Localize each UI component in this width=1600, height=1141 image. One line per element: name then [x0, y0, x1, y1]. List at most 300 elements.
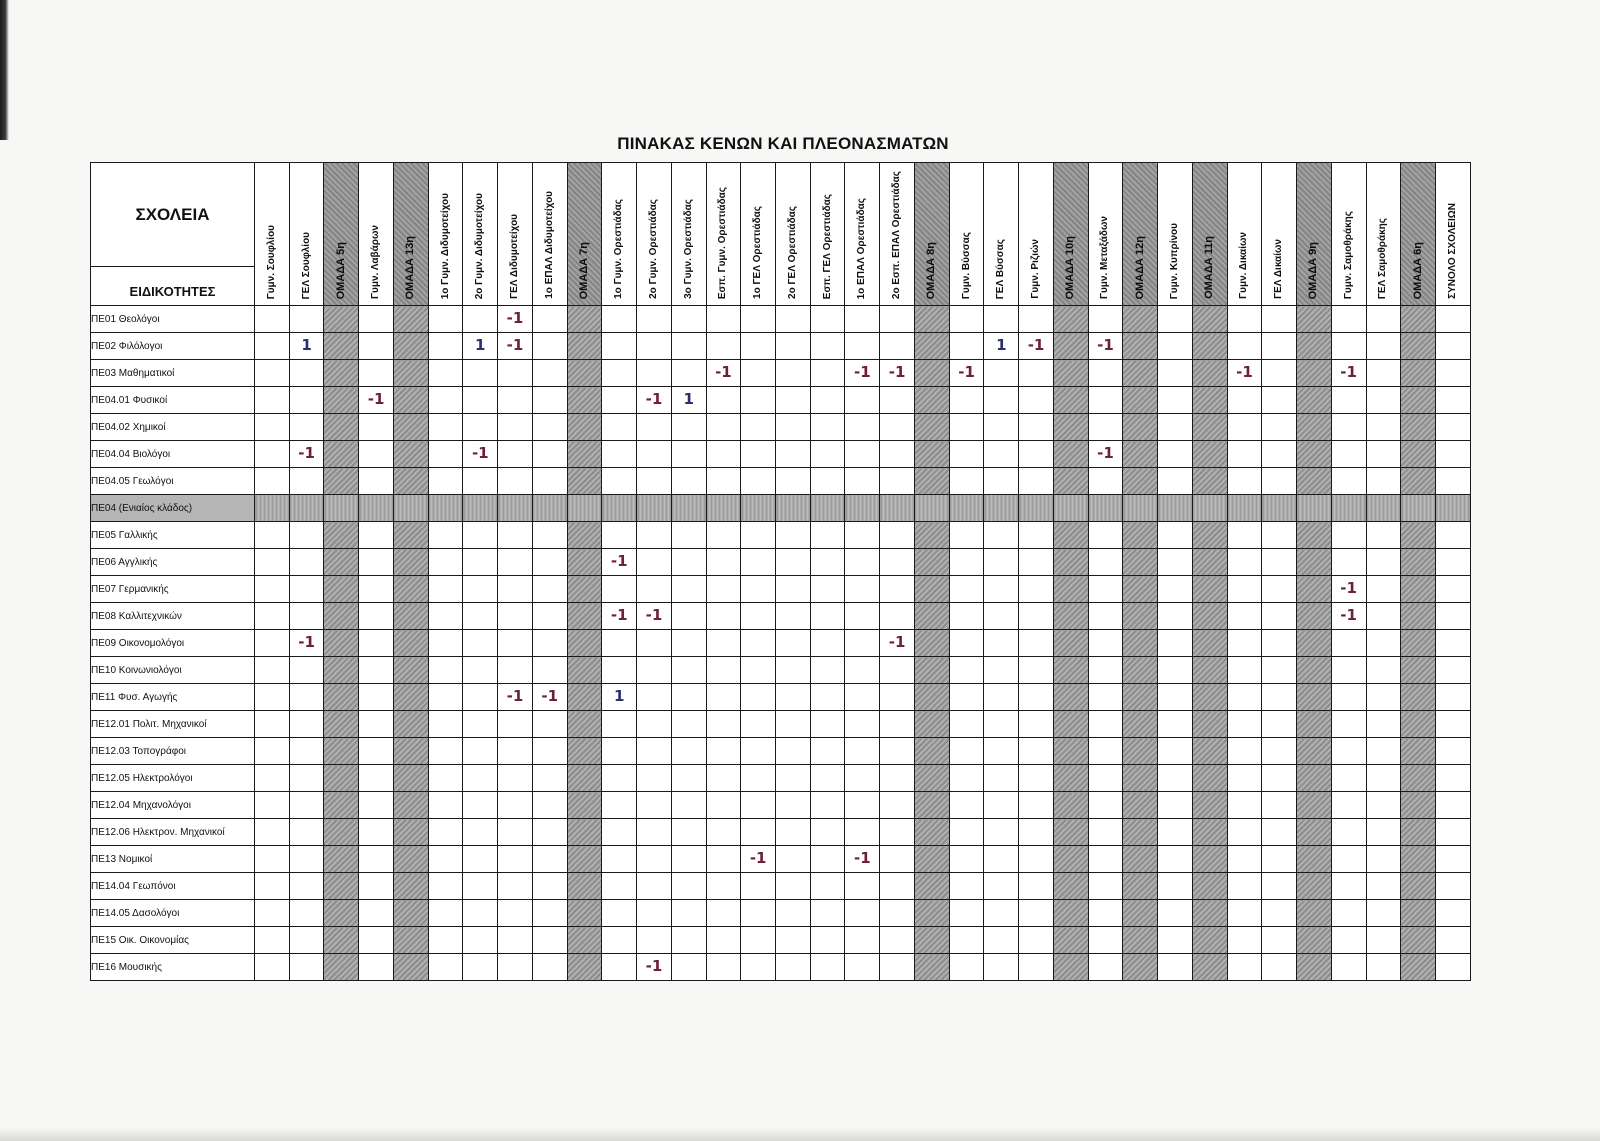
table-cell — [914, 576, 949, 603]
table-cell — [914, 441, 949, 468]
table-cell — [1297, 360, 1332, 387]
handwritten-mark: -1 — [958, 363, 975, 382]
table-cell — [393, 846, 428, 873]
school-column-header — [1331, 163, 1366, 306]
table-cell — [706, 738, 741, 765]
table-cell — [810, 819, 845, 846]
table-cell — [255, 927, 290, 954]
table-cell — [1331, 414, 1366, 441]
table-cell — [1192, 684, 1227, 711]
table-cell — [532, 576, 567, 603]
table-cell — [880, 603, 915, 630]
table-cell — [463, 873, 498, 900]
table-cell — [914, 900, 949, 927]
table-cell — [393, 306, 428, 333]
table-cell — [463, 684, 498, 711]
table-cell — [1435, 954, 1470, 981]
table-cell — [1158, 414, 1193, 441]
column-label: Γυμν. Κυπρίνου — [1168, 222, 1180, 300]
table-cell — [324, 738, 359, 765]
table-cell — [428, 684, 463, 711]
school-column-header — [498, 163, 533, 306]
table-cell — [1019, 495, 1054, 522]
table-cell — [984, 441, 1019, 468]
column-label: ΟΜΑΔΑ 9η — [1307, 241, 1320, 300]
table-cell — [324, 873, 359, 900]
table-cell — [602, 306, 637, 333]
table-cell — [1262, 738, 1297, 765]
table-cell — [1053, 873, 1088, 900]
table-cell — [1227, 414, 1262, 441]
table-cell — [428, 414, 463, 441]
table-cell — [914, 495, 949, 522]
table-cell — [810, 900, 845, 927]
table-cell — [1366, 522, 1401, 549]
table-cell — [880, 765, 915, 792]
table-cell — [845, 549, 880, 576]
table-cell — [1401, 765, 1436, 792]
table-cell — [1158, 576, 1193, 603]
table-cell — [776, 927, 811, 954]
table-cell — [289, 738, 324, 765]
table-cell — [1192, 819, 1227, 846]
table-cell — [1297, 630, 1332, 657]
table-cell — [255, 576, 290, 603]
table-cell — [567, 333, 602, 360]
table-cell — [1227, 603, 1262, 630]
table-cell — [567, 873, 602, 900]
table-cell — [845, 873, 880, 900]
table-cell — [949, 630, 984, 657]
table-cell — [671, 495, 706, 522]
table-cell — [1192, 333, 1227, 360]
table-cell — [393, 441, 428, 468]
table-cell — [324, 414, 359, 441]
table-cell — [914, 684, 949, 711]
table-cell — [1331, 873, 1366, 900]
table-cell — [532, 927, 567, 954]
table-cell — [255, 522, 290, 549]
table-cell — [706, 657, 741, 684]
table-cell — [428, 657, 463, 684]
table-cell — [289, 900, 324, 927]
table-cell — [1088, 495, 1123, 522]
table-cell — [324, 684, 359, 711]
specialty-label: ΠΕ04 (Ενιαίος κλάδος) — [91, 495, 255, 522]
table-cell — [776, 792, 811, 819]
table-cell — [1331, 441, 1366, 468]
table-cell — [1158, 306, 1193, 333]
table-cell — [810, 954, 845, 981]
table-cell — [637, 441, 672, 468]
table-cell — [498, 414, 533, 441]
table-cell — [776, 414, 811, 441]
table-cell — [602, 765, 637, 792]
table-cell — [1088, 576, 1123, 603]
table-cell — [776, 846, 811, 873]
table-cell — [602, 873, 637, 900]
table-cell — [255, 684, 290, 711]
table-cell — [567, 738, 602, 765]
table-cell — [359, 846, 394, 873]
table-cell — [393, 900, 428, 927]
school-column-header — [1366, 163, 1401, 306]
table-cell — [810, 873, 845, 900]
column-label: 2ο Εσπ. ΕΠΑΛ Ορεστιάδας — [891, 171, 903, 300]
specialty-label: ΠΕ04.05 Γεωλόγοι — [91, 468, 255, 495]
table-cell — [1192, 603, 1227, 630]
table-cell — [1192, 927, 1227, 954]
table-cell — [1088, 333, 1123, 360]
table-cell — [1401, 792, 1436, 819]
table-cell — [984, 954, 1019, 981]
table-cell — [810, 468, 845, 495]
table-cell — [914, 306, 949, 333]
table-cell — [1053, 603, 1088, 630]
table-cell — [1088, 684, 1123, 711]
table-cell — [428, 873, 463, 900]
table-cell — [463, 333, 498, 360]
handwritten-mark: -1 — [471, 444, 489, 463]
table-cell — [776, 360, 811, 387]
column-label: ΟΜΑΔΑ 10η — [1064, 235, 1077, 300]
table-cell — [1053, 522, 1088, 549]
table-cell — [498, 387, 533, 414]
table-cell — [289, 441, 324, 468]
table-cell — [1227, 792, 1262, 819]
table-cell — [1123, 603, 1158, 630]
table-cell — [810, 441, 845, 468]
table-row — [91, 441, 1471, 468]
corner-header — [91, 163, 255, 306]
table-cell — [810, 630, 845, 657]
table-cell — [393, 738, 428, 765]
table-cell — [845, 819, 880, 846]
table-cell — [359, 549, 394, 576]
table-cell — [706, 549, 741, 576]
table-cell — [845, 576, 880, 603]
table-cell — [810, 549, 845, 576]
table-cell — [949, 873, 984, 900]
table-cell — [567, 603, 602, 630]
table-cell — [567, 927, 602, 954]
table-cell — [1053, 414, 1088, 441]
column-label: ΟΜΑΔΑ 11η — [1203, 236, 1216, 300]
table-cell — [463, 792, 498, 819]
table-cell — [1088, 819, 1123, 846]
specialty-label: ΠΕ07 Γερμανικής — [91, 576, 255, 603]
table-cell — [880, 522, 915, 549]
table-cell — [1158, 819, 1193, 846]
table-cell — [1297, 900, 1332, 927]
table-cell — [1435, 711, 1470, 738]
table-cell — [880, 873, 915, 900]
table-cell — [463, 900, 498, 927]
table-cell — [289, 765, 324, 792]
table-cell — [1053, 306, 1088, 333]
table-cell — [949, 927, 984, 954]
table-cell — [949, 603, 984, 630]
table-cell — [1366, 792, 1401, 819]
table-cell — [498, 576, 533, 603]
table-row — [91, 549, 1471, 576]
table-cell — [428, 468, 463, 495]
table-cell — [498, 603, 533, 630]
school-column-header — [1019, 163, 1054, 306]
table-cell — [289, 414, 324, 441]
table-cell — [1158, 738, 1193, 765]
specialty-label: ΠΕ04.02 Χημικοί — [91, 414, 255, 441]
table-cell — [532, 630, 567, 657]
table-cell — [1297, 846, 1332, 873]
table-cell — [1088, 630, 1123, 657]
table-cell — [706, 360, 741, 387]
table-cell — [776, 900, 811, 927]
table-cell — [532, 441, 567, 468]
table-cell — [324, 576, 359, 603]
table-cell — [1123, 657, 1158, 684]
table-cell — [498, 333, 533, 360]
table-cell — [1158, 792, 1193, 819]
scan-edge-shadow — [0, 0, 9, 140]
table-cell — [1088, 306, 1123, 333]
table-cell — [1262, 846, 1297, 873]
school-column-header — [671, 163, 706, 306]
table-cell — [393, 414, 428, 441]
table-cell — [880, 549, 915, 576]
handwritten-mark: -1 — [715, 363, 732, 382]
column-label: Γυμν. Μεταξάδων — [1099, 216, 1111, 300]
table-cell — [637, 468, 672, 495]
table-cell — [463, 522, 498, 549]
handwritten-mark: -1 — [888, 363, 906, 382]
table-cell — [428, 792, 463, 819]
table-cell — [1227, 819, 1262, 846]
table-cell — [1435, 306, 1470, 333]
specialty-label: ΠΕ11 Φυσ. Αγωγής — [91, 684, 255, 711]
table-cell — [1019, 792, 1054, 819]
table-cell — [671, 684, 706, 711]
table-cell — [255, 387, 290, 414]
group-column-header — [1192, 163, 1227, 306]
table-cell — [845, 900, 880, 927]
table-cell — [1366, 900, 1401, 927]
table-cell — [532, 900, 567, 927]
table-cell — [845, 684, 880, 711]
table-cell — [1053, 819, 1088, 846]
table-cell — [1019, 765, 1054, 792]
table-cell — [637, 927, 672, 954]
table-cell — [1331, 792, 1366, 819]
table-cell — [810, 414, 845, 441]
table-cell — [428, 927, 463, 954]
table-cell — [776, 495, 811, 522]
table-cell — [880, 630, 915, 657]
table-cell — [1053, 657, 1088, 684]
table-cell — [1366, 954, 1401, 981]
table-cell — [1019, 738, 1054, 765]
table-cell — [498, 306, 533, 333]
table-cell — [637, 846, 672, 873]
table-cell — [1435, 387, 1470, 414]
table-cell — [741, 927, 776, 954]
table-cell — [984, 900, 1019, 927]
table-cell — [1227, 927, 1262, 954]
table-cell — [880, 576, 915, 603]
table-cell — [393, 657, 428, 684]
school-column-header — [845, 163, 880, 306]
table-cell — [1088, 873, 1123, 900]
table-cell — [671, 792, 706, 819]
table-cell — [359, 468, 394, 495]
school-column-header — [880, 163, 915, 306]
table-cell — [1227, 657, 1262, 684]
table-row — [91, 684, 1471, 711]
table-cell — [1435, 441, 1470, 468]
table-cell — [359, 576, 394, 603]
table-cell — [706, 468, 741, 495]
column-label: ΟΜΑΔΑ 8η — [925, 241, 938, 300]
table-cell — [463, 738, 498, 765]
specialty-label: ΠΕ04.01 Φυσικοί — [91, 387, 255, 414]
table-cell — [1435, 630, 1470, 657]
specialty-label: ΠΕ12.03 Τοπογράφοι — [91, 738, 255, 765]
table-cell — [359, 630, 394, 657]
table-cell — [741, 819, 776, 846]
table-row — [91, 468, 1471, 495]
table-cell — [1366, 441, 1401, 468]
table-cell — [949, 657, 984, 684]
table-cell — [428, 441, 463, 468]
school-column-header — [1262, 163, 1297, 306]
table-cell — [671, 738, 706, 765]
table-cell — [949, 738, 984, 765]
table-cell — [1123, 738, 1158, 765]
table-cell — [1123, 468, 1158, 495]
table-cell — [498, 630, 533, 657]
table-cell — [1088, 900, 1123, 927]
table-cell — [637, 360, 672, 387]
table-cell — [741, 495, 776, 522]
table-cell — [1158, 927, 1193, 954]
table-cell — [845, 360, 880, 387]
table-cell — [1331, 333, 1366, 360]
table-cell — [532, 306, 567, 333]
school-column-header — [637, 163, 672, 306]
column-label: ΟΜΑΔΑ 5η — [334, 241, 347, 300]
specialty-label: ΠΕ12.06 Ηλεκτρον. Μηχανικοί — [91, 819, 255, 846]
table-row — [91, 954, 1471, 981]
table-cell — [1192, 657, 1227, 684]
table-cell — [1366, 333, 1401, 360]
table-cell — [359, 522, 394, 549]
table-cell — [1227, 360, 1262, 387]
table-cell — [359, 603, 394, 630]
table-cell — [359, 360, 394, 387]
table-row — [91, 576, 1471, 603]
table-cell — [1158, 468, 1193, 495]
table-cell — [1088, 927, 1123, 954]
table-cell — [984, 927, 1019, 954]
table-cell — [498, 954, 533, 981]
table-cell — [498, 549, 533, 576]
table-cell — [637, 387, 672, 414]
table-cell — [428, 819, 463, 846]
table-cell — [984, 684, 1019, 711]
table-cell — [1227, 495, 1262, 522]
table-cell — [637, 792, 672, 819]
table-cell — [1192, 738, 1227, 765]
table-cell — [324, 900, 359, 927]
table-cell — [671, 306, 706, 333]
table-cell — [1019, 711, 1054, 738]
specialty-label: ΠΕ01 Θεολόγοι — [91, 306, 255, 333]
column-label: ΟΜΑΔΑ 7η — [577, 241, 590, 300]
table-cell — [671, 846, 706, 873]
table-cell — [359, 414, 394, 441]
table-cell — [567, 846, 602, 873]
table-cell — [1297, 306, 1332, 333]
handwritten-mark: -1 — [298, 444, 315, 463]
table-cell — [255, 414, 290, 441]
table-cell — [498, 792, 533, 819]
table-cell — [1192, 414, 1227, 441]
table-cell — [1262, 468, 1297, 495]
table-cell — [1262, 873, 1297, 900]
table-cell — [1192, 549, 1227, 576]
table-cell — [567, 954, 602, 981]
table-cell — [1088, 603, 1123, 630]
table-cell — [1158, 549, 1193, 576]
table-cell — [428, 603, 463, 630]
table-cell — [741, 846, 776, 873]
table-cell — [463, 927, 498, 954]
table-cell — [1019, 927, 1054, 954]
table-cell — [914, 657, 949, 684]
table-cell — [1192, 387, 1227, 414]
table-cell — [1435, 495, 1470, 522]
table-cell — [1262, 900, 1297, 927]
table-cell — [1123, 549, 1158, 576]
table-cell — [1123, 306, 1158, 333]
table-cell — [1435, 333, 1470, 360]
table-cell — [393, 360, 428, 387]
table-cell — [359, 306, 394, 333]
table-cell — [1435, 522, 1470, 549]
table-cell — [741, 954, 776, 981]
table-cell — [1123, 333, 1158, 360]
table-cell — [1192, 576, 1227, 603]
table-cell — [914, 765, 949, 792]
table-cell — [567, 765, 602, 792]
table-cell — [1158, 711, 1193, 738]
table-cell — [1366, 738, 1401, 765]
table-cell — [1331, 522, 1366, 549]
table-cell — [1297, 468, 1332, 495]
table-cell — [1262, 819, 1297, 846]
schools-header: ΣΧΟΛΕΙΑ — [91, 163, 254, 267]
table-cell — [602, 792, 637, 819]
table-cell — [532, 765, 567, 792]
table-cell — [255, 954, 290, 981]
table-cell — [498, 522, 533, 549]
table-cell — [359, 792, 394, 819]
table-cell — [393, 792, 428, 819]
table-cell — [776, 522, 811, 549]
table-cell — [1227, 873, 1262, 900]
handwritten-mark: -1 — [645, 957, 663, 976]
school-column-header — [1088, 163, 1123, 306]
